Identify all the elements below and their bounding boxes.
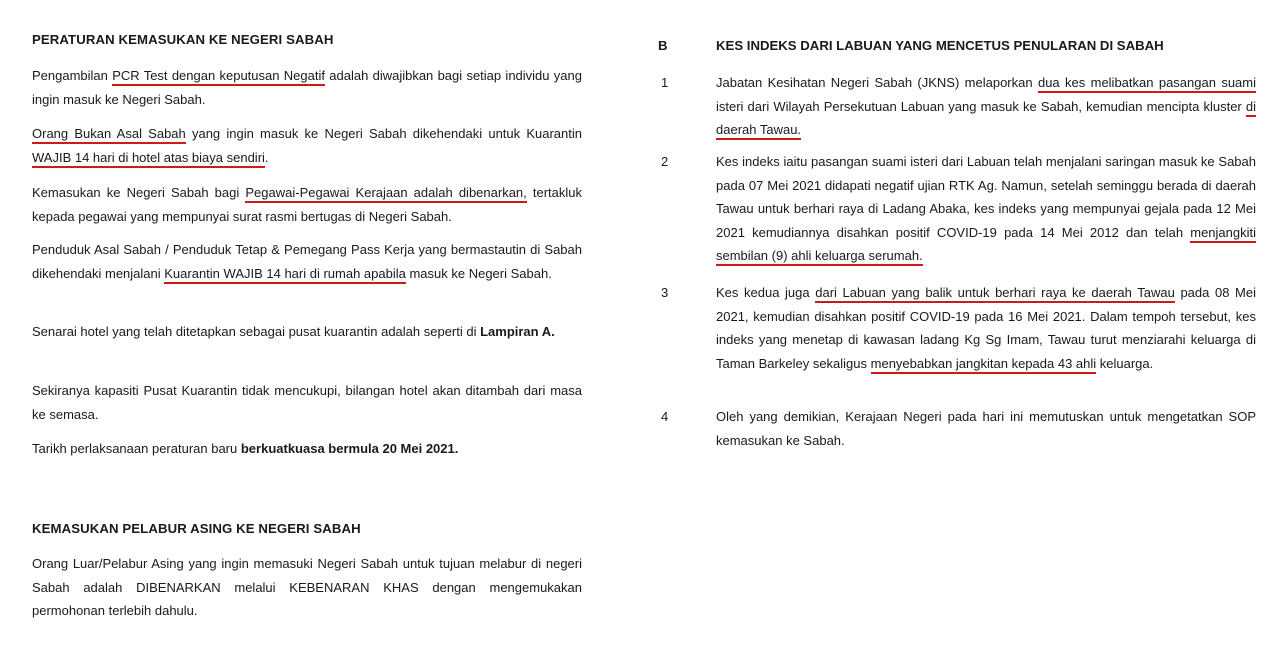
text-run: Pengambilan	[32, 68, 113, 83]
underlined-text: menyebabkan jangkitan kepada 43 ahli	[871, 356, 1097, 374]
text-run: yang ingin masuk ke Negeri Sabah dikehendaki untuk Kuarantin	[185, 126, 582, 141]
text-run: Tarikh perlaksanaan peraturan baru	[32, 441, 241, 456]
item-number: 2	[661, 154, 669, 169]
item-text: Oleh yang demikian, Kerajaan Negeri pada hari ini memutuskan untuk mengetatkan SOP kemasukan ke Sabah.	[716, 409, 1256, 448]
item-text	[716, 281, 1256, 375]
bold-text: berkuatkuasa bermula 20 Mei 2021.	[240, 441, 459, 456]
underlined-text: dua kes melibatkan pasangan suami	[1038, 75, 1256, 93]
text-run: Penduduk Asal Sabah / Penduduk Tetap & Pemegang Pass Kerja yang bermastautin di Sabah dikehendaki menjalani	[32, 242, 582, 281]
text-run: Jabatan Kesihatan Negeri Sabah (JKNS) melaporkan	[716, 75, 1038, 90]
underlined-text: dari Labuan yang balik untuk berhari raya ke daerah Tawau	[815, 285, 1175, 303]
section-letter: B	[658, 38, 668, 53]
bold-text: Lampiran A.	[480, 324, 555, 339]
item-number: 1	[661, 75, 669, 90]
text-run: Kes indeks iaitu pasangan suami isteri dari Labuan telah menjalani saringan masuk ke Sabah pada 07 Mei 2021 didapati negatif ujian RTK Ag. Namun, setelah seminggu berada di daerah Tawau untuk berhari raya di Ladang Abaka, kes indeks yang mempunyai gejala pada 12 Mei 2021 kemudiannya disahkan positif COVID-19 pada 14 Mei 2012 dan telah	[716, 154, 1256, 240]
underlined-text: Kuarantin WAJIB 14 hari di rumah apabila	[164, 266, 406, 284]
item-text	[716, 71, 1256, 142]
text-run: tertakluk kepada pegawai yang mempunyai surat rasmi bertugas di Negeri Sabah.	[32, 185, 582, 224]
underlined-text: Orang Bukan Asal Sabah	[32, 126, 186, 144]
text-run: pada 08 Mei 2021, kemudian disahkan positif COVID-19 pada 16 Mei 2021. Dalam tempoh tersebut, kes indeks yang menetap di kawasan ladang Kg Sg Imam, Tawau turut menziarahi keluarga di Taman Barkeley sekaligus	[716, 285, 1256, 371]
item-text	[716, 150, 1256, 268]
section-heading-pelabur: KEMASUKAN PELABUR ASING KE NEGERI SABAH	[32, 521, 361, 536]
paragraph-senarai-hotel	[32, 320, 582, 344]
text-run: masuk ke Negeri Sabah.	[405, 265, 552, 281]
text-run: isteri dari Wilayah Persekutuan Labuan yang masuk ke Sabah, kemudian mencipta kluster	[716, 98, 1246, 114]
section-heading-peraturan: PERATURAN KEMASUKAN KE NEGERI SABAH	[32, 32, 334, 47]
text-run: .	[264, 149, 269, 165]
text-run: keluarga.	[1096, 355, 1154, 371]
text-run: Kemasukan ke Negeri Sabah bagi	[32, 185, 246, 200]
item-number: 4	[661, 409, 669, 424]
section-heading-kes-indeks: KES INDEKS DARI LABUAN YANG MENCETUS PENULARAN DI SABAH	[716, 38, 1164, 53]
paragraph-kapasiti: Sekiranya kapasiti Pusat Kuarantin tidak mencukupi, bilangan hotel akan ditambah dari masa ke semasa.	[32, 383, 582, 422]
item-number: 3	[661, 285, 669, 300]
paragraph-tarikh	[32, 437, 582, 461]
paragraph-pegawai	[32, 181, 582, 228]
underlined-text: PCR Test dengan keputusan Negatif	[112, 68, 325, 86]
paragraph-penduduk	[32, 238, 582, 285]
underlined-text: Pegawai-Pegawai Kerajaan adalah dibenarkan,	[245, 185, 526, 203]
text-run: Senarai hotel yang telah ditetapkan sebagai pusat kuarantin adalah seperti di	[32, 324, 481, 339]
paragraph-pcr	[32, 64, 582, 111]
text-run: adalah diwajibkan bagi setiap individu yang ingin masuk ke Negeri Sabah.	[32, 68, 582, 107]
underlined-text: WAJIB 14 hari di hotel atas biaya sendiri	[32, 150, 265, 168]
paragraph-bukan-asal	[32, 122, 582, 169]
underlined-text: di daerah Tawau.	[716, 99, 1256, 141]
text-run: Kes kedua juga	[716, 285, 816, 300]
underlined-text: menjangkiti sembilan (9) ahli keluarga serumah.	[716, 225, 1256, 267]
paragraph-pelabur: Orang Luar/Pelabur Asing yang ingin memasuki Negeri Sabah untuk tujuan melabur di negeri Sabah adalah DIBENARKAN melalui KEBENARAN KHAS dengan mengemukakan permohonan terlebih dahulu.	[32, 556, 582, 618]
